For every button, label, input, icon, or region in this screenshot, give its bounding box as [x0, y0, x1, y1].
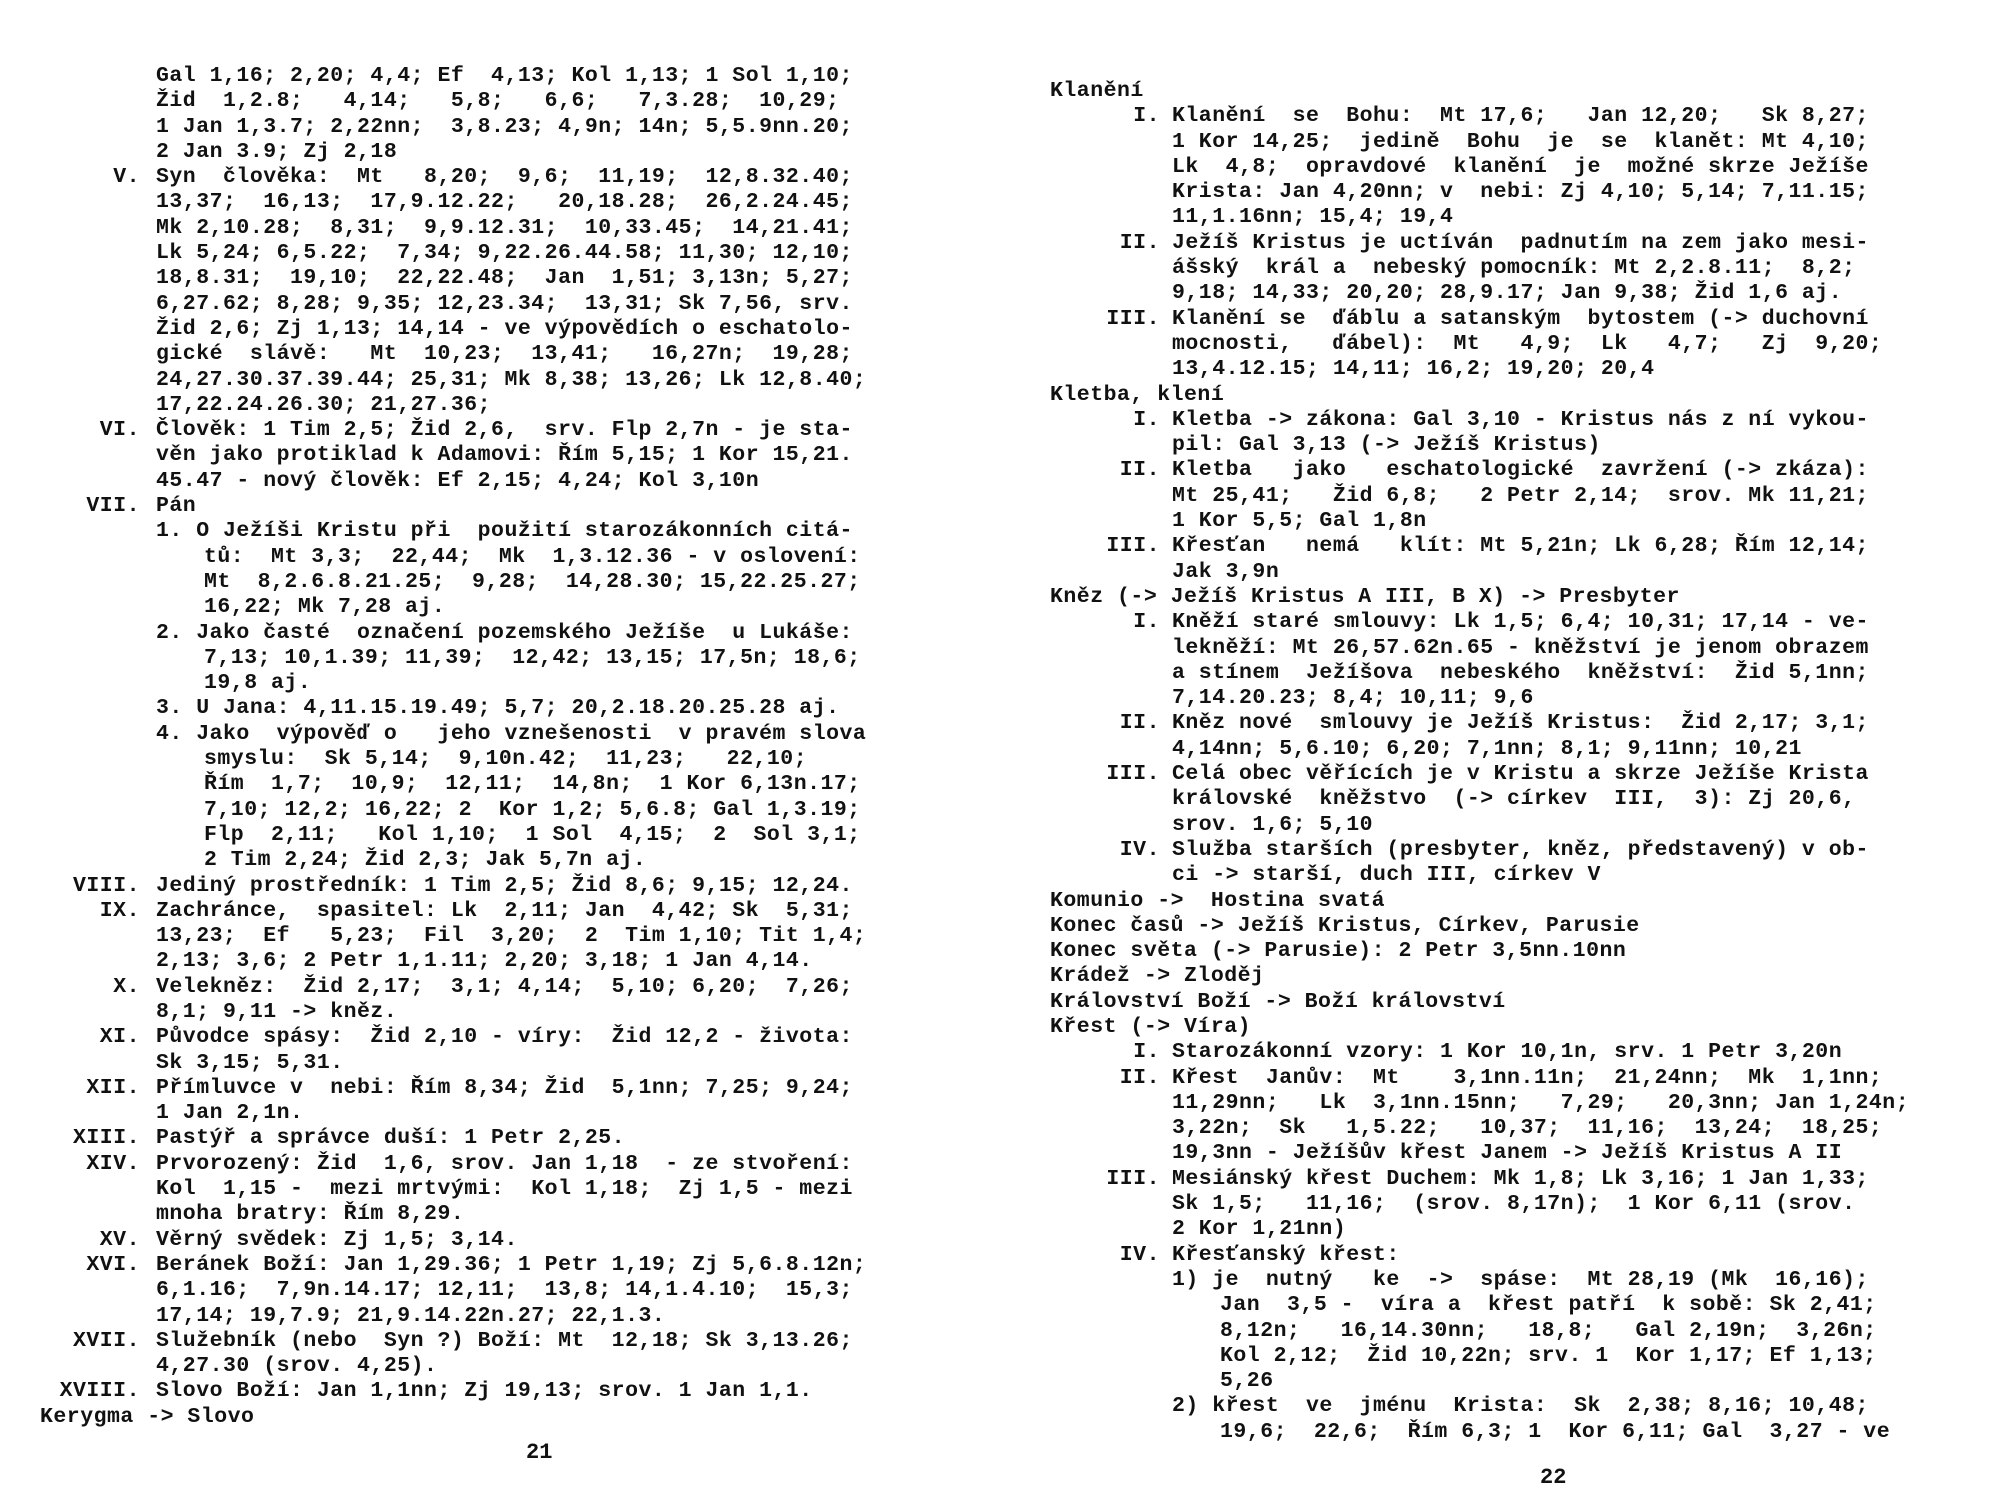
line-text: královské kněžstvo (-> církev III, 3): Zj 20,6,	[1172, 787, 1856, 812]
line-text: 18,8.31; 19,10; 22,22.48; Jan 1,51; 3,13n; 5,27;	[156, 266, 853, 291]
line-text: Křesťanský křest:	[1172, 1242, 1400, 1267]
line-text: Krista: Jan 4,20nn; v nebi: Zj 4,10; 5,14; 7,11.15;	[1172, 180, 1869, 205]
section-numeral: III.	[1106, 762, 1160, 787]
line-text: Kletba -> zákona: Gal 3,10 - Kristus nás z ní vykou-	[1172, 407, 1869, 432]
line-text: 3. U Jana: 4,11.15.19.49; 5,7; 20,2.18.20.25.28 aj.	[156, 696, 840, 721]
line-text: Přímluvce v nebi: Řím 8,34; Žid 5,1nn; 7,25; 9,24;	[156, 1075, 853, 1100]
index-entry-line	[1050, 534, 1980, 559]
section-numeral: VIII.	[72, 873, 140, 898]
section-numeral: IX.	[99, 898, 140, 923]
line-text: Kol 2,12; Žid 10,22n; srv. 1 Kor 1,17; Ef 1,13;	[1220, 1343, 1877, 1368]
index-text-line	[1050, 636, 1980, 661]
index-text-line	[40, 216, 950, 241]
index-text-line	[1050, 155, 1980, 180]
line-text: 1 Jan 1,3.7; 2,22nn; 3,8.23; 4,9n; 14n; 5,5.9nn.20;	[156, 114, 853, 139]
line-text: Člověk: 1 Tim 2,5; Žid 2,6, srv. Flp 2,7n - je sta-	[156, 418, 853, 443]
index-entry-line	[40, 975, 950, 1000]
index-text-line	[40, 64, 950, 89]
index-text-line	[40, 848, 950, 873]
line-text: Jak 3,9n	[1172, 559, 1280, 584]
line-text: Žid 2,6; Zj 1,13; 14,14 - ve výpovědích o eschatolo-	[156, 316, 853, 341]
index-text-line	[40, 924, 950, 949]
line-text: Původce spásy: Žid 2,10 - víry: Žid 12,2 - života:	[156, 1025, 853, 1050]
line-text: Kněz nové smlouvy je Ježíš Kristus: Žid 2,17; 3,1;	[1172, 711, 1869, 736]
line-text: 4,27.30 (srov. 4,25).	[156, 1354, 438, 1379]
index-text-line	[1050, 1116, 1980, 1141]
line-text: Ježíš Kristus je uctíván padnutím na zem jako mesi-	[1172, 230, 1869, 255]
line-text: Komunio -> Hostina svatá	[1050, 888, 1386, 913]
line-text: 2,13; 3,6; 2 Petr 1,1.11; 2,20; 3,18; 1 Jan 4,14.	[156, 949, 813, 974]
index-text-line	[40, 292, 950, 317]
line-text: Řím 1,7; 10,9; 12,11; 14,8n; 1 Kor 6,13n.17;	[204, 772, 861, 797]
line-text: 8,12n; 16,14.30nn; 18,8; Gal 2,19n; 3,26n;	[1220, 1318, 1877, 1343]
line-text: 7,10; 12,2; 16,22; 2 Kor 1,2; 5,6.8; Gal 1,3.19;	[204, 797, 861, 822]
index-text-line	[40, 772, 950, 797]
index-entry-line	[40, 165, 950, 190]
index-text-line	[1050, 256, 1980, 281]
index-entry-line	[40, 418, 950, 443]
index-text-line	[40, 469, 950, 494]
index-entry-line	[40, 1025, 950, 1050]
line-text: 9,18; 14,33; 20,20; 28,9.17; Jan 9,38; Žid 1,6 aj.	[1172, 281, 1843, 306]
index-text-line	[40, 1177, 950, 1202]
line-text: Klanění	[1050, 79, 1144, 103]
page-number-right: 22	[1540, 1465, 1567, 1490]
index-text-line	[40, 115, 950, 140]
index-text-line	[1050, 813, 1980, 838]
line-text: srov. 1,6; 5,10	[1172, 812, 1374, 837]
index-entry-line	[40, 494, 950, 519]
index-text-line	[1050, 130, 1980, 155]
line-text: věn jako protiklad k Adamovi: Řím 5,15; 1 Kor 15,21.	[156, 443, 853, 468]
line-text: pil: Gal 3,13 (-> Ježíš Kristus)	[1172, 433, 1601, 458]
line-text: 13,4.12.15; 14,11; 16,2; 19,20; 20,4	[1172, 357, 1655, 382]
section-numeral: I.	[1133, 104, 1160, 129]
index-text-line	[40, 696, 950, 721]
line-text: 19,8 aj.	[204, 671, 312, 696]
line-text: Království Boží -> Boží království	[1050, 989, 1506, 1014]
line-text: 2 Tim 2,24; Žid 2,3; Jak 5,7n aj.	[204, 848, 647, 873]
index-entry-line	[1050, 1243, 1980, 1268]
index-text-line	[40, 140, 950, 165]
line-text: Služebník (nebo Syn ?) Boží: Mt 12,18; Sk 3,13.26;	[156, 1328, 853, 1353]
line-text: mocnosti, ďábel): Mt 4,9; Lk 4,7; Zj 9,20;	[1172, 331, 1883, 356]
index-text-line	[40, 671, 950, 696]
index-text-line	[1050, 787, 1980, 812]
line-text: Lk 4,8; opravdové klanění je možné skrze Ježíše	[1172, 154, 1869, 179]
index-text-line	[40, 1405, 950, 1430]
line-text: Mt 8,2.6.8.21.25; 9,28; 14,28.30; 15,22.25.27;	[204, 569, 861, 594]
section-numeral: X.	[113, 974, 140, 999]
index-text-line	[1050, 1015, 1980, 1040]
index-text-line	[40, 190, 950, 215]
section-numeral: VII.	[86, 494, 140, 519]
index-text-line	[40, 519, 950, 544]
index-text-line	[1050, 357, 1980, 382]
index-text-line	[1050, 585, 1980, 610]
index-text-line	[1050, 433, 1980, 458]
index-text-line	[1050, 661, 1980, 686]
line-text: 11,29nn; Lk 3,1nn.15nn; 7,29; 20,3nn; Jan 1,24n;	[1172, 1090, 1910, 1115]
section-numeral: III.	[1106, 1166, 1160, 1191]
line-text: 13,23; Ef 5,23; Fil 3,20; 2 Tim 1,10; Tit 1,4;	[156, 924, 867, 949]
index-entry-line	[1050, 1167, 1980, 1192]
index-text-line	[1050, 939, 1980, 964]
index-text-line	[40, 1101, 950, 1126]
section-numeral: VI.	[99, 418, 140, 443]
line-text: 4. Jako výpověď o jeho vznešenosti v pravém slova	[156, 721, 867, 746]
line-text: Mk 2,10.28; 8,31; 9,9.12.31; 10,33.45; 14,21.41;	[156, 215, 853, 240]
line-text: Křesťan nemá klít: Mt 5,21n; Lk 6,28; Řím 12,14;	[1172, 534, 1869, 559]
line-text: tů: Mt 3,3; 22,44; Mk 1,3.12.36 - v oslovení:	[204, 544, 861, 569]
index-entry-line	[1050, 408, 1980, 433]
line-text: Sk 3,15; 5,31.	[156, 1050, 344, 1075]
line-text: ci -> starší, duch III, církev V	[1172, 863, 1601, 888]
line-text: Syn člověka: Mt 8,20; 9,6; 11,19; 12,8.32.40;	[156, 165, 853, 190]
line-text: 2 Jan 3.9; Zj 2,18	[156, 139, 398, 164]
line-text: Velekněz: Žid 2,17; 3,1; 4,14; 5,10; 6,20; 7,26;	[156, 974, 853, 999]
index-text-line	[1050, 1420, 1980, 1445]
line-text: Kerygma -> Slovo	[40, 1404, 255, 1429]
line-text: ášský král a nebeský pomocník: Mt 2,2.8.11; 8,2;	[1172, 256, 1856, 281]
index-text-line	[40, 1304, 950, 1329]
line-text: 19,3nn - Ježíšův křest Janem -> Ježíš Kristus A II	[1172, 1141, 1843, 1166]
index-entry-line	[40, 1152, 950, 1177]
section-numeral: XV.	[99, 1227, 140, 1252]
line-text: Celá obec věřících je v Kristu a skrze Ježíše Krista	[1172, 762, 1869, 787]
section-numeral: XVIII.	[59, 1379, 140, 1404]
index-text-line	[1050, 1394, 1980, 1419]
line-text: smyslu: Sk 5,14; 9,10n.42; 11,23; 22,10;	[204, 747, 808, 772]
line-text: Jan 3,5 - víra a křest patří k sobě: Sk 2,41;	[1220, 1293, 1877, 1318]
line-text: Křest Janův: Mt 3,1nn.11n; 21,24nn; Mk 1,1nn;	[1172, 1065, 1883, 1090]
index-text-line	[1050, 332, 1980, 357]
index-text-line	[40, 747, 950, 772]
index-entry-line	[1050, 104, 1980, 129]
index-text-line	[40, 1051, 950, 1076]
index-text-line	[1050, 560, 1980, 585]
line-text: 17,14; 19,7.9; 21,9.14.22n.27; 22,1.3.	[156, 1303, 666, 1328]
line-text: 1 Jan 2,1n.	[156, 1101, 304, 1126]
line-text: Pastýř a správce duší: 1 Petr 2,25.	[156, 1126, 626, 1151]
index-entry-line	[40, 1076, 950, 1101]
line-text: Kletba, klení	[1050, 382, 1225, 407]
section-numeral: XVI.	[86, 1252, 140, 1277]
line-text: 17,22.24.26.30; 21,27.36;	[156, 392, 492, 417]
line-text: 19,6; 22,6; Řím 6,3; 1 Kor 6,11; Gal 3,27 - ve	[1220, 1419, 1891, 1444]
index-text-line	[40, 1202, 950, 1227]
section-numeral: II.	[1119, 230, 1160, 255]
index-text-line	[1050, 1293, 1980, 1318]
index-text-line	[1050, 686, 1980, 711]
index-entry-line	[40, 1379, 950, 1404]
section-numeral: III.	[1106, 306, 1160, 331]
index-text-line	[1050, 180, 1980, 205]
line-text: Beránek Boží: Jan 1,29.36; 1 Petr 1,19; Zj 5,6.8.12n;	[156, 1252, 867, 1277]
line-text: Křest (-> Víra)	[1050, 1014, 1252, 1039]
index-text-line	[1050, 964, 1980, 989]
line-text: 8,1; 9,11 -> kněz.	[156, 999, 398, 1024]
right-page	[1000, 0, 2004, 1500]
section-numeral: XVII.	[72, 1328, 140, 1353]
index-entry-line	[1050, 610, 1980, 635]
index-text-line	[40, 368, 950, 393]
section-numeral: II.	[1119, 711, 1160, 736]
line-text: Flp 2,11; Kol 1,10; 1 Sol 4,15; 2 Sol 3,1;	[204, 822, 861, 847]
section-numeral: II.	[1119, 1065, 1160, 1090]
index-text-line	[1050, 383, 1980, 408]
index-entry-line	[40, 1228, 950, 1253]
line-text: Gal 1,16; 2,20; 4,4; Ef 4,13; Kol 1,13; 1 Sol 1,10;	[156, 64, 853, 88]
line-text: Kletba jako eschatologické zavržení (-> zkáza):	[1172, 458, 1869, 483]
line-text: 4,14nn; 5,6.10; 6,20; 7,1nn; 8,1; 9,11nn; 10,21	[1172, 736, 1802, 761]
section-numeral: XI.	[99, 1025, 140, 1050]
line-text: 2 Kor 1,21nn)	[1172, 1217, 1347, 1242]
line-text: Jediný prostředník: 1 Tim 2,5; Žid 8,6; 9,15; 12,24.	[156, 873, 853, 898]
right-index-column	[1050, 79, 1980, 1445]
line-text: 13,37; 16,13; 17,9.12.22; 20,18.28; 26,2.24.45;	[156, 190, 853, 215]
line-text: mnoha bratry: Řím 8,29.	[156, 1202, 465, 1227]
line-text: 11,1.16nn; 15,4; 19,4	[1172, 205, 1454, 230]
line-text: 2) křest ve jménu Krista: Sk 2,38; 8,16; 10,48;	[1172, 1394, 1869, 1419]
left-page	[0, 0, 1000, 1500]
index-text-line	[40, 798, 950, 823]
line-text: Slovo Boží: Jan 1,1nn; Zj 19,13; srov. 1 Jan 1,1.	[156, 1379, 813, 1404]
index-text-line	[40, 949, 950, 974]
index-text-line	[1050, 1091, 1980, 1116]
index-text-line	[1050, 1344, 1980, 1369]
line-text: Konec časů -> Ježíš Kristus, Církev, Parusie	[1050, 913, 1640, 938]
line-text: Konec světa (-> Parusie): 2 Petr 3,5nn.10nn	[1050, 939, 1627, 964]
index-entry-line	[40, 1253, 950, 1278]
line-text: lekněží: Mt 26,57.62n.65 - kněžství je jenom obrazem	[1172, 635, 1869, 660]
index-text-line	[40, 89, 950, 114]
index-text-line	[1050, 484, 1980, 509]
line-text: 2. Jako časté označení pozemského Ježíše u Lukáše:	[156, 620, 853, 645]
line-text: 3,22n; Sk 1,5.22; 10,37; 11,16; 13,24; 18,25;	[1172, 1116, 1883, 1141]
index-text-line	[1050, 205, 1980, 230]
index-text-line	[1050, 863, 1980, 888]
line-text: 5,26	[1220, 1369, 1274, 1394]
index-text-line	[1050, 1319, 1980, 1344]
index-text-line	[40, 823, 950, 848]
index-text-line	[40, 1278, 950, 1303]
index-text-line	[40, 646, 950, 671]
line-text: gické slávě: Mt 10,23; 13,41; 16,27n; 19,28;	[156, 342, 853, 367]
index-entry-line	[1050, 762, 1980, 787]
index-text-line	[40, 241, 950, 266]
line-text: Sk 1,5; 11,16; (srov. 8,17n); 1 Kor 6,11 (srov.	[1172, 1192, 1856, 1217]
line-text: 6,1.16; 7,9n.14.17; 12,11; 13,8; 14,1.4.10; 15,3;	[156, 1278, 853, 1303]
line-text: 1 Kor 14,25; jedině Bohu je se klanět: Mt 4,10;	[1172, 129, 1869, 154]
index-text-line	[1050, 1369, 1980, 1394]
line-text: Kněz (-> Ježíš Kristus A III, B X) -> Presbyter	[1050, 584, 1680, 609]
line-text: Klanění se ďáblu a satanským bytostem (-> duchovní	[1172, 306, 1869, 331]
index-entry-line	[1050, 307, 1980, 332]
index-text-line	[40, 393, 950, 418]
index-entry-line	[1050, 1066, 1980, 1091]
index-text-line	[40, 621, 950, 646]
index-text-line	[1050, 889, 1980, 914]
line-text: Zachránce, spasitel: Lk 2,11; Jan 4,42; Sk 5,31;	[156, 898, 853, 923]
section-numeral: I.	[1133, 1040, 1160, 1065]
index-text-line	[1050, 281, 1980, 306]
index-text-line	[1050, 79, 1980, 104]
index-text-line	[40, 595, 950, 620]
index-entry-line	[40, 899, 950, 924]
line-text: 1 Kor 5,5; Gal 1,8n	[1172, 509, 1427, 534]
index-entry-line	[1050, 838, 1980, 863]
line-text: 7,14.20.23; 8,4; 10,11; 9,6	[1172, 686, 1534, 711]
line-text: Krádež -> Zloděj	[1050, 964, 1265, 989]
line-text: Lk 5,24; 6,5.22; 7,34; 9,22.26.44.58; 11,30; 12,10;	[156, 241, 853, 266]
section-numeral: XII.	[86, 1075, 140, 1100]
index-entry-line	[1050, 458, 1980, 483]
section-numeral: IV.	[1119, 837, 1160, 862]
line-text: Klanění se Bohu: Mt 17,6; Jan 12,20; Sk 8,27;	[1172, 104, 1869, 129]
section-numeral: XIV.	[86, 1151, 140, 1176]
index-text-line	[1050, 1217, 1980, 1242]
index-text-line	[40, 722, 950, 747]
index-text-line	[40, 1354, 950, 1379]
section-numeral: XIII.	[72, 1126, 140, 1151]
index-text-line	[40, 1000, 950, 1025]
index-text-line	[40, 342, 950, 367]
page-number-left: 21	[526, 1440, 553, 1465]
line-text: Věrný svědek: Zj 1,5; 3,14.	[156, 1227, 518, 1252]
line-text: Starozákonní vzory: 1 Kor 10,1n, srv. 1 Petr 3,20n	[1172, 1040, 1843, 1065]
line-text: 6,27.62; 8,28; 9,35; 12,23.34; 13,31; Sk 7,56, srv.	[156, 291, 853, 316]
index-text-line	[40, 545, 950, 570]
line-text: Prvorozený: Žid 1,6, srov. Jan 1,18 - ze stvoření:	[156, 1151, 853, 1176]
line-text: Služba starších (presbyter, kněz, představený) v ob-	[1172, 837, 1869, 862]
index-text-line	[1050, 914, 1980, 939]
index-text-line	[40, 317, 950, 342]
section-numeral: I.	[1133, 610, 1160, 635]
index-entry-line	[1050, 711, 1980, 736]
line-text: Mt 25,41; Žid 6,8; 2 Petr 2,14; srov. Mk 11,21;	[1172, 483, 1869, 508]
section-numeral: IV.	[1119, 1242, 1160, 1267]
index-text-line	[40, 266, 950, 291]
line-text: 1) je nutný ke -> spáse: Mt 28,19 (Mk 16,16);	[1172, 1267, 1869, 1292]
line-text: Pán	[156, 494, 197, 519]
index-text-line	[40, 443, 950, 468]
index-text-line	[1050, 1192, 1980, 1217]
line-text: Mesiánský křest Duchem: Mk 1,8; Lk 3,16; 1 Jan 1,33;	[1172, 1166, 1869, 1191]
index-entry-line	[40, 1126, 950, 1151]
line-text: 24,27.30.37.39.44; 25,31; Mk 8,38; 13,26; Lk 12,8.40;	[156, 367, 867, 392]
line-text: Žid 1,2.8; 4,14; 5,8; 6,6; 7,3.28; 10,29;	[156, 89, 840, 114]
index-text-line	[1050, 509, 1980, 534]
line-text: 1. O Ježíši Kristu při použití starozákonních citá-	[156, 519, 853, 544]
line-text: a stínem Ježíšova nebeského kněžství: Žid 5,1nn;	[1172, 660, 1869, 685]
index-text-line	[1050, 990, 1980, 1015]
left-index-column	[40, 64, 950, 1430]
line-text: Kněží staré smlouvy: Lk 1,5; 6,4; 10,31; 17,14 - ve-	[1172, 610, 1869, 635]
index-entry-line	[40, 1329, 950, 1354]
section-numeral: V.	[113, 165, 140, 190]
line-text: 16,22; Mk 7,28 aj.	[204, 595, 446, 620]
section-numeral: II.	[1119, 458, 1160, 483]
index-text-line	[1050, 737, 1980, 762]
line-text: 7,13; 10,1.39; 11,39; 12,42; 13,15; 17,5n; 18,6;	[204, 645, 861, 670]
line-text: 45.47 - nový člověk: Ef 2,15; 4,24; Kol 3,10n	[156, 468, 760, 493]
index-text-line	[1050, 1268, 1980, 1293]
index-text-line	[40, 570, 950, 595]
index-entry-line	[40, 874, 950, 899]
section-numeral: I.	[1133, 407, 1160, 432]
index-entry-line	[1050, 1040, 1980, 1065]
line-text: Kol 1,15 - mezi mrtvými: Kol 1,18; Zj 1,5 - mezi	[156, 1177, 853, 1202]
index-text-line	[1050, 1141, 1980, 1166]
section-numeral: III.	[1106, 534, 1160, 559]
index-entry-line	[1050, 231, 1980, 256]
